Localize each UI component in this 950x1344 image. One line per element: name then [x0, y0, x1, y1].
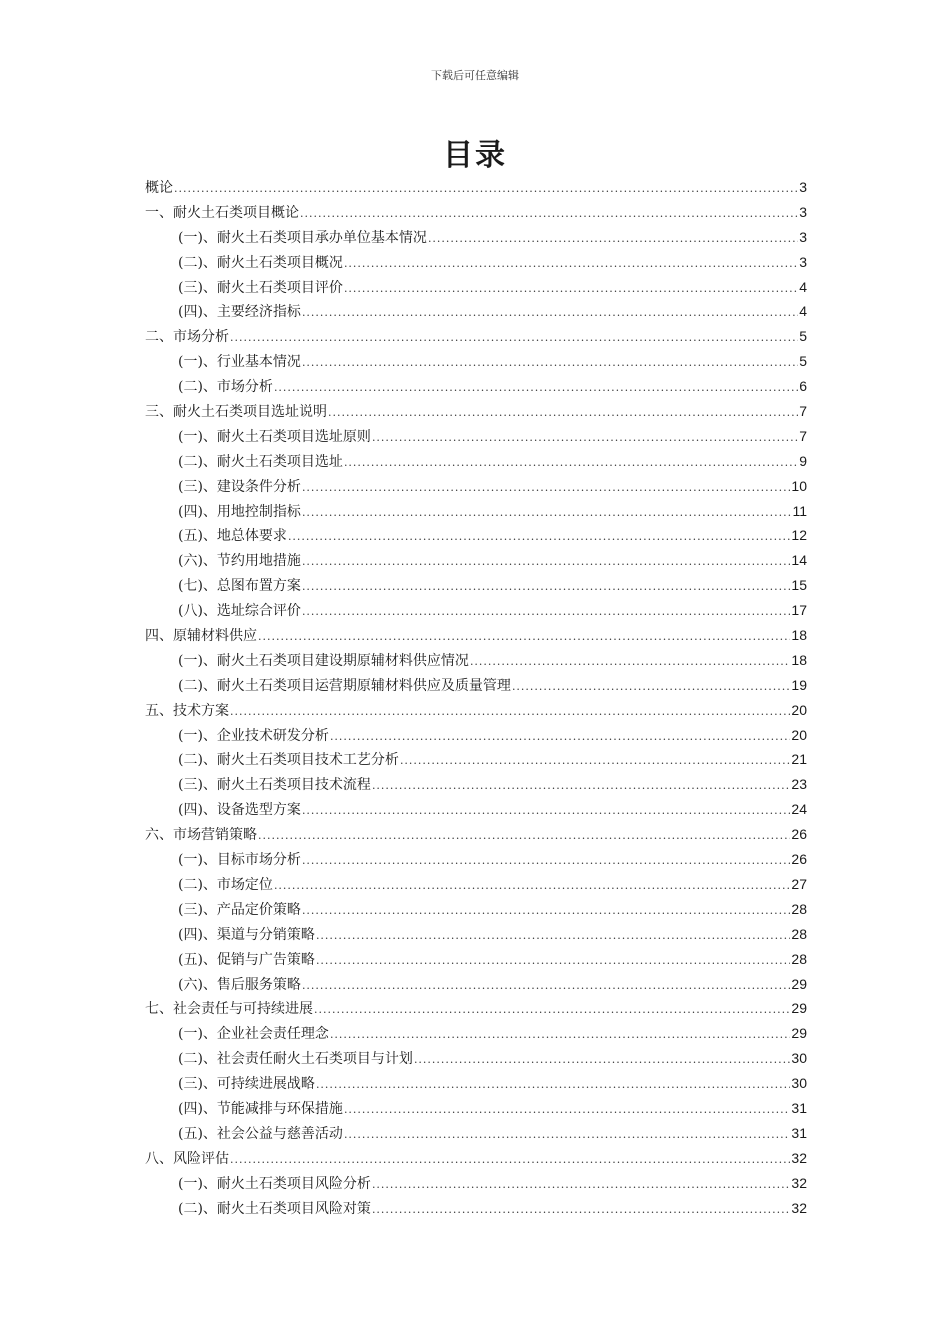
toc-page-number: 20	[791, 726, 807, 743]
toc-page-number: 5	[799, 353, 807, 370]
toc-dot-leader	[258, 824, 790, 849]
toc-page-number: 28	[791, 900, 807, 917]
toc-entry[interactable]	[145, 847, 807, 872]
toc-page-number: 24	[791, 801, 807, 818]
toc-page-number: 3	[799, 203, 807, 220]
toc-page-number: 19	[791, 676, 807, 693]
toc-dot-leader	[344, 277, 798, 302]
toc-entry[interactable]	[145, 972, 807, 997]
toc-entry-title: (一)、目标市场分析	[178, 852, 301, 869]
toc-page-number: 6	[799, 378, 807, 395]
toc-entry-title: (八)、选址综合评价	[178, 603, 301, 620]
toc-entry-title: (三)、耐火土石类项目技术流程	[178, 777, 371, 794]
toc-page-number: 29	[791, 1000, 807, 1017]
toc-entry-title: (一)、行业基本情况	[178, 354, 301, 371]
toc-page-number: 3	[799, 253, 807, 270]
toc-page-number: 31	[791, 1099, 807, 1116]
toc-dot-leader	[344, 1123, 790, 1148]
toc-page-number: 11	[792, 502, 807, 519]
toc-page-number: 18	[791, 651, 807, 668]
toc-entry-title: (四)、渠道与分销策略	[178, 926, 315, 943]
toc-dot-leader	[344, 451, 798, 476]
toc-entry[interactable]	[145, 449, 807, 474]
toc-entry[interactable]	[145, 349, 807, 374]
toc-entry[interactable]	[145, 499, 807, 524]
toc-entry[interactable]	[145, 673, 807, 698]
toc-entry[interactable]	[145, 747, 807, 772]
toc-dot-leader	[316, 949, 790, 974]
toc-dot-leader	[230, 1148, 790, 1173]
toc-dot-leader	[372, 774, 790, 799]
toc-dot-leader	[470, 650, 790, 675]
toc-page-number: 32	[791, 1149, 807, 1166]
toc-entry[interactable]	[145, 399, 807, 424]
toc-dot-leader	[302, 476, 790, 501]
page-header: 下载后可任意编辑	[431, 69, 519, 82]
toc-entry[interactable]	[145, 175, 807, 200]
toc-entry[interactable]	[145, 1071, 807, 1096]
toc-page-number: 30	[791, 1050, 807, 1067]
toc-dot-leader	[302, 550, 790, 575]
toc-entry-title: 七、社会责任与可持续进展	[145, 1001, 313, 1018]
toc-entry-title: (四)、用地控制指标	[178, 503, 301, 520]
toc-entry[interactable]	[145, 623, 807, 648]
toc-entry[interactable]	[145, 299, 807, 324]
toc-page-number: 12	[791, 527, 807, 544]
toc-page-number: 3	[799, 228, 807, 245]
toc-page-number: 32	[791, 1199, 807, 1216]
toc-entry-title: (五)、社会公益与慈善活动	[178, 1125, 343, 1142]
toc-entry[interactable]	[145, 1046, 807, 1071]
toc-page-number: 15	[791, 577, 807, 594]
toc-entry-title: (一)、企业社会责任理念	[178, 1026, 329, 1043]
toc-dot-leader	[316, 1073, 790, 1098]
toc-entry-title: (一)、耐火土石类项目承办单位基本情况	[178, 229, 427, 246]
toc-entry-title: (三)、可持续进展战略	[178, 1076, 315, 1093]
toc-entry-title: 五、技术方案	[145, 702, 229, 719]
toc-page-number: 14	[791, 552, 807, 569]
toc-entry[interactable]	[145, 698, 807, 723]
toc-entry-title: (三)、产品定价策略	[178, 901, 301, 918]
toc-entry-title: 八、风险评估	[145, 1150, 229, 1167]
toc-page-number: 28	[791, 950, 807, 967]
toc-entry-title: 二、市场分析	[145, 329, 229, 346]
toc-entry[interactable]	[145, 523, 807, 548]
toc-dot-leader	[302, 501, 792, 526]
toc-entry[interactable]	[145, 1121, 807, 1146]
toc-page-number: 4	[799, 303, 807, 320]
toc-entry[interactable]	[145, 275, 807, 300]
toc-entry[interactable]	[145, 374, 807, 399]
toc-entry-title: (二)、耐火土石类项目选址	[178, 453, 343, 470]
toc-page-number: 30	[791, 1075, 807, 1092]
toc-entry-title: (二)、社会责任耐火土石类项目与计划	[178, 1051, 413, 1068]
toc-dot-leader	[302, 799, 790, 824]
toc-entry-title: (六)、售后服务策略	[178, 976, 301, 993]
toc-entry[interactable]	[145, 250, 807, 275]
toc-entry-title: 四、原辅材料供应	[145, 628, 257, 645]
toc-entry-title: (三)、耐火土石类项目评价	[178, 279, 343, 296]
toc-page-number: 18	[791, 627, 807, 644]
toc-entry-title: 三、耐火土石类项目选址说明	[145, 404, 327, 421]
toc-dot-leader	[328, 401, 798, 426]
toc-page-number: 26	[791, 826, 807, 843]
toc-entry[interactable]	[145, 324, 807, 349]
toc-dot-leader	[300, 202, 798, 227]
toc-dot-leader	[274, 874, 790, 899]
toc-entry-title: (五)、促销与广告策略	[178, 951, 315, 968]
toc-entry-title: (一)、耐火土石类项目风险分析	[178, 1175, 371, 1192]
toc-page-number: 27	[791, 875, 807, 892]
toc-dot-leader	[302, 974, 790, 999]
toc-entry[interactable]	[145, 772, 807, 797]
toc-entry[interactable]	[145, 996, 807, 1021]
toc-entry[interactable]	[145, 872, 807, 897]
toc-entry[interactable]	[145, 1146, 807, 1171]
toc-entry-title: (一)、耐火土石类项目选址原则	[178, 428, 371, 445]
toc-entry-title: (二)、耐火土石类项目技术工艺分析	[178, 752, 399, 769]
toc-entry-title: (一)、企业技术研发分析	[178, 727, 329, 744]
toc-page-number: 26	[791, 851, 807, 868]
toc-page-number: 29	[791, 975, 807, 992]
toc-entry-title: (二)、耐火土石类项目风险对策	[178, 1200, 371, 1217]
toc-entry[interactable]	[145, 548, 807, 573]
toc-entry[interactable]	[145, 947, 807, 972]
toc-dot-leader	[174, 177, 798, 202]
toc-page-number: 10	[791, 477, 807, 494]
toc-entry-title: (二)、市场定位	[178, 876, 273, 893]
toc-entry[interactable]	[145, 573, 807, 598]
toc-page-number: 32	[791, 1174, 807, 1191]
toc-dot-leader	[316, 924, 790, 949]
toc-entry[interactable]	[145, 598, 807, 623]
toc-dot-leader	[330, 1023, 790, 1048]
toc-entry-title: 概论	[145, 180, 173, 196]
toc-dot-leader	[314, 998, 790, 1023]
toc-page-number: 23	[791, 776, 807, 793]
toc-page-number: 17	[791, 602, 807, 619]
toc-entry[interactable]	[145, 922, 807, 947]
toc-entry[interactable]	[145, 1096, 807, 1121]
toc-page-number: 4	[799, 278, 807, 295]
toc-dot-leader	[372, 1173, 790, 1198]
toc-entry[interactable]	[145, 797, 807, 822]
toc-title: 目录	[443, 138, 507, 173]
toc-entry-title: (二)、耐火土石类项目运营期原辅材料供应及质量管理	[178, 677, 511, 694]
toc-entry[interactable]	[145, 723, 807, 748]
toc-entry[interactable]	[145, 1196, 807, 1221]
toc-entry[interactable]	[145, 1021, 807, 1046]
toc-page-number: 5	[799, 328, 807, 345]
toc-dot-leader	[330, 725, 790, 750]
toc-entry-title: (一)、耐火土石类项目建设期原辅材料供应情况	[178, 652, 469, 669]
toc-dot-leader	[230, 326, 798, 351]
toc-page-number: 29	[791, 1025, 807, 1042]
toc-dot-leader	[302, 351, 798, 376]
toc-entry[interactable]	[145, 200, 807, 225]
toc-entry[interactable]	[145, 225, 807, 250]
toc-entry-title: (三)、建设条件分析	[178, 478, 301, 495]
toc-dot-leader	[414, 1048, 790, 1073]
toc-page-number: 7	[799, 403, 807, 420]
toc-dot-leader	[274, 376, 798, 401]
toc-page-number: 31	[791, 1124, 807, 1141]
toc-page-number: 3	[799, 179, 807, 195]
toc-entry-title: (七)、总图布置方案	[178, 578, 301, 595]
toc-dot-leader	[512, 675, 790, 700]
toc-entry-title: (四)、设备选型方案	[178, 802, 301, 819]
toc-page-number: 20	[791, 701, 807, 718]
toc-entry[interactable]	[145, 424, 807, 449]
toc-dot-leader	[372, 426, 798, 451]
toc-entry[interactable]	[145, 822, 807, 847]
toc-dot-leader	[302, 600, 790, 625]
toc-page-number: 7	[799, 427, 807, 444]
toc-dot-leader	[400, 749, 790, 774]
toc-dot-leader	[372, 1198, 790, 1223]
toc-page-number: 21	[791, 751, 807, 768]
toc-entry-title: (四)、节能减排与环保措施	[178, 1100, 343, 1117]
toc-entry-title: (二)、市场分析	[178, 379, 273, 396]
toc-dot-leader	[302, 301, 798, 326]
toc-entry[interactable]	[145, 897, 807, 922]
toc-entry-title: 六、市场营销策略	[145, 827, 257, 844]
toc-page-number: 9	[799, 452, 807, 469]
toc-dot-leader	[230, 700, 790, 725]
toc-entry-title: 一、耐火土石类项目概论	[145, 204, 299, 221]
toc-dot-leader	[302, 575, 790, 600]
toc-dot-leader	[344, 1098, 790, 1123]
toc-dot-leader	[428, 227, 798, 252]
toc-page-number: 28	[791, 925, 807, 942]
table-of-contents	[145, 175, 807, 1220]
toc-dot-leader	[288, 525, 790, 550]
toc-dot-leader	[344, 252, 798, 277]
toc-entry-title: (二)、耐火土石类项目概况	[178, 254, 343, 271]
toc-entry[interactable]	[145, 648, 807, 673]
toc-entry-title: (五)、地总体要求	[178, 528, 287, 545]
toc-entry[interactable]	[145, 1171, 807, 1196]
toc-dot-leader	[302, 849, 790, 874]
toc-entry-title: (四)、主要经济指标	[178, 304, 301, 321]
toc-dot-leader	[302, 899, 790, 924]
toc-entry-title: (六)、节约用地措施	[178, 553, 301, 570]
toc-entry[interactable]	[145, 474, 807, 499]
toc-dot-leader	[258, 625, 790, 650]
